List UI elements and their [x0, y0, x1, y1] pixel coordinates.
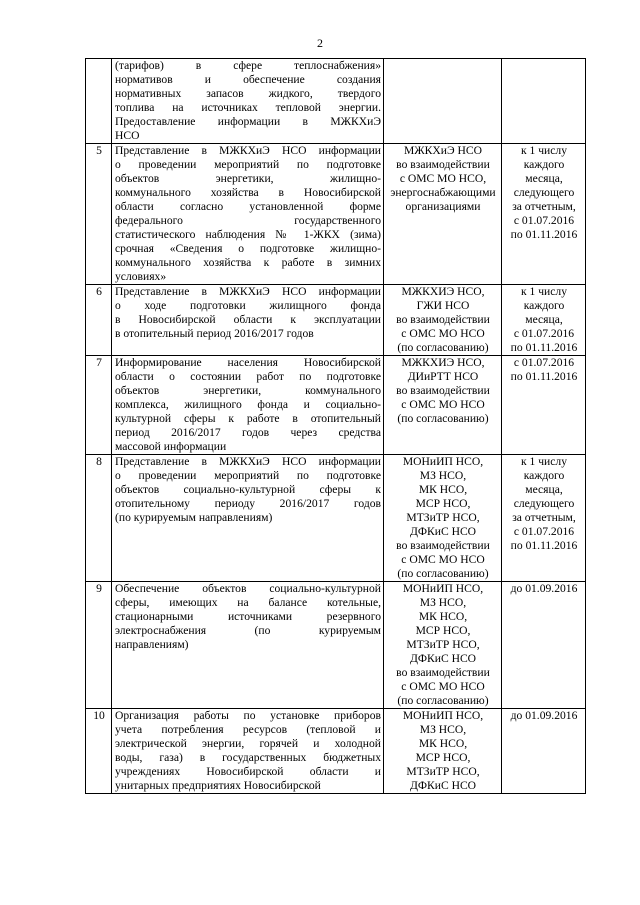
row-number-cell: 10 [86, 709, 112, 794]
deadline-cell [502, 709, 586, 794]
executor-line: МОНиИП НСО, [402, 709, 484, 722]
deadline-line: каждого [523, 158, 565, 171]
measures-table [85, 58, 586, 794]
executor-line: энергоснабжающими [390, 186, 496, 199]
deadline-line: следующего [513, 497, 575, 510]
executor-line: (по согласованию) [397, 341, 489, 354]
table-row [86, 709, 586, 794]
executor-line: с ОМС МО НСО [401, 553, 485, 566]
measure-description-line: области о состоянии работ по подготовке [115, 370, 381, 383]
measure-description-line: электрической энергии, горячей и холодной [115, 737, 381, 750]
deadline-line: за отчетным, [512, 200, 576, 213]
executor-line: МК НСО, [418, 483, 468, 496]
measure-description-cell [112, 59, 384, 144]
measure-description-line: культурной сферы к работе в отопительный [115, 412, 381, 425]
measure-description-line: Организация работы по установке приборов [115, 709, 381, 722]
deadline-line: к 1 числу [521, 144, 567, 157]
measure-description-line: унитарных предприятиях Новосибирской [115, 779, 321, 792]
executor-line: во взаимодействии [396, 313, 490, 326]
executor-line: во взаимодействии [396, 539, 490, 552]
measure-description-line: НСО [115, 129, 140, 142]
deadline-line: месяца, [525, 313, 563, 326]
executor-cell [384, 144, 502, 285]
measures-table-body [86, 59, 586, 794]
measure-description-line: срочная «Сведения о подготовке жилищно- [115, 242, 381, 255]
measure-description-line: объектов энергетики, жилищно- [115, 172, 381, 185]
measure-description-cell [112, 144, 384, 285]
executor-cell [384, 59, 502, 144]
page-number: 2 [317, 36, 323, 50]
deadline-line: каждого [523, 299, 565, 312]
executor-line: ДИиРТТ НСО [407, 370, 479, 383]
executor-line: с ОМС МО НСО [401, 398, 485, 411]
deadline-line: с 01.07.2016 [513, 356, 575, 369]
executor-line: МСР НСО, [415, 624, 471, 637]
table-row [86, 144, 586, 285]
measure-description-line: о проведении мероприятий по подготовке [115, 158, 381, 171]
row-number-cell: 5 [86, 144, 112, 285]
measure-description-line: федерального государственного [115, 214, 381, 227]
table-row [86, 582, 586, 709]
deadline-line: до 01.09.2016 [510, 582, 578, 595]
executor-line: ДФКиС НСО [409, 652, 477, 665]
executor-cell [384, 356, 502, 455]
executor-line: МСР НСО, [415, 751, 471, 764]
measure-description-line: Обеспечение объектов социально-культурной [115, 582, 381, 595]
deadline-line: к 1 числу [521, 455, 567, 468]
measure-description-line: период 2016/2017 годов через средства [115, 426, 381, 439]
table-row [86, 455, 586, 582]
measure-description-line: коммунального хозяйства к работе в зимних [115, 256, 381, 269]
executor-line: МК НСО, [418, 737, 468, 750]
measure-description-line: отопительному периоду 2016/2017 годов [115, 497, 381, 510]
deadline-cell [502, 356, 586, 455]
measure-description-line: объектов социально-культурной сферы к [115, 483, 381, 496]
executor-line: МТЗиТР НСО, [406, 511, 480, 524]
measure-description-cell [112, 582, 384, 709]
executor-line: МК НСО, [418, 610, 468, 623]
executor-line: с ОМС МО НСО, [399, 172, 487, 185]
executor-line: (по согласованию) [397, 567, 489, 580]
deadline-line: за отчетным, [512, 511, 576, 524]
executor-line: МТЗиТР НСО, [406, 765, 480, 778]
measure-description-line: (по курируемым направлениям) [115, 511, 273, 524]
row-number-cell: 7 [86, 356, 112, 455]
executor-line: МЗ НСО, [419, 469, 467, 482]
measure-description-line: статистического наблюдения № 1-ЖКХ (зима) [115, 228, 381, 241]
measure-description-line: учета потребления ресурсов (тепловой и [115, 723, 381, 736]
measure-description-line: направлениям) [115, 638, 189, 651]
deadline-line: по 01.11.2016 [510, 228, 578, 241]
measure-description-line: о проведении мероприятий по подготовке [115, 469, 381, 482]
deadline-line: по 01.11.2016 [510, 370, 578, 383]
measure-description-line: в Новосибирской области к эксплуатации [115, 313, 381, 326]
deadline-line: до 01.09.2016 [510, 709, 578, 722]
measure-description-line: о ходе подготовки жилищного фонда [115, 299, 381, 312]
measure-description-line: Представление в МЖКХиЭ НСО информации [115, 455, 381, 468]
executor-line: МОНиИП НСО, [402, 455, 484, 468]
executor-cell [384, 582, 502, 709]
executor-line: МСР НСО, [415, 497, 471, 510]
measure-description-line: Представление в МЖКХиЭ НСО информации [115, 144, 381, 157]
executor-line: МЗ НСО, [419, 596, 467, 609]
deadline-cell [502, 285, 586, 356]
deadline-line: следующего [513, 186, 575, 199]
deadline-line: месяца, [525, 483, 563, 496]
measure-description-line: воды, газа) в государственных бюджетных [115, 751, 381, 764]
executor-line: МТЗиТР НСО, [406, 638, 480, 651]
measure-description-cell [112, 285, 384, 356]
executor-cell [384, 285, 502, 356]
deadline-line: по 01.11.2016 [510, 539, 578, 552]
deadline-cell [502, 582, 586, 709]
measure-description-cell [112, 709, 384, 794]
measure-description-line: сферы, имеющих на балансе котельные, [115, 596, 381, 609]
row-number-cell: 8 [86, 455, 112, 582]
table-row [86, 285, 586, 356]
deadline-cell [502, 59, 586, 144]
executor-line: ГЖИ НСО [416, 299, 470, 312]
measure-description-line: объектов энергетики, коммунального [115, 384, 381, 397]
deadline-line: с 01.07.2016 [513, 214, 575, 227]
measure-description-line: комплекса, жилищного фонда и социально- [115, 398, 381, 411]
measure-description-line: коммунального хозяйства в Новосибирской [115, 186, 381, 199]
executor-line: МЗ НСО, [419, 723, 467, 736]
row-number-cell: 9 [86, 582, 112, 709]
deadline-line: с 01.07.2016 [513, 525, 575, 538]
executor-line: ДФКиС НСО [409, 525, 477, 538]
executor-cell [384, 709, 502, 794]
executor-line: организациями [405, 200, 481, 213]
deadline-line: по 01.11.2016 [510, 341, 578, 354]
executor-line: МЖКХИЭ НСО, [401, 285, 485, 298]
deadline-cell [502, 144, 586, 285]
measure-description-line: условиях» [115, 270, 167, 283]
measure-description-line: нормативов и обеспечение создания [115, 73, 381, 86]
measure-description-line: (тарифов) в сфере теплоснабжения» [115, 59, 381, 72]
executor-line: с ОМС МО НСО [401, 680, 485, 693]
executor-line: ДФКиС НСО [409, 779, 477, 792]
measure-description-line: области согласно установленной форме [115, 200, 381, 213]
table-row [86, 356, 586, 455]
executor-line: (по согласованию) [397, 412, 489, 425]
table-row [86, 59, 586, 144]
executor-line: МЖКХИЭ НСО, [401, 356, 485, 369]
row-number-cell [86, 59, 112, 144]
executor-line: (по согласованию) [397, 694, 489, 707]
row-number-cell: 6 [86, 285, 112, 356]
measure-description-line: Информирование населения Новосибирской [115, 356, 381, 369]
measure-description-line: Представление в МЖКХиЭ НСО информации [115, 285, 381, 298]
measure-description-line: стационарными источниками резервного [115, 610, 381, 623]
measure-description-line: в отопительный период 2016/2017 годов [115, 327, 314, 340]
executor-line: во взаимодействии [396, 666, 490, 679]
measure-description-line: электроснабжения (по курируемым [115, 624, 381, 637]
measure-description-line: учреждениях Новосибирской области и [115, 765, 381, 778]
measure-description-cell [112, 356, 384, 455]
deadline-cell [502, 455, 586, 582]
executor-line: во взаимодействии [396, 158, 490, 171]
measure-description-line: нормативных запасов жидкого, твердого [115, 87, 381, 100]
measure-description-line: Предоставление информации в МЖКХиЭ [115, 115, 381, 128]
measure-description-line: топлива на источниках тепловой энергии. [115, 101, 381, 114]
measure-description-line: массовой информации [115, 440, 227, 453]
deadline-line: с 01.07.2016 [513, 327, 575, 340]
executor-cell [384, 455, 502, 582]
measure-description-cell [112, 455, 384, 582]
executor-line: с ОМС МО НСО [401, 327, 485, 340]
executor-line: МОНиИП НСО, [402, 582, 484, 595]
deadline-line: каждого [523, 469, 565, 482]
deadline-line: месяца, [525, 172, 563, 185]
executor-line: МЖКХиЭ НСО [403, 144, 483, 157]
executor-line: во взаимодействии [396, 384, 490, 397]
deadline-line: к 1 числу [521, 285, 567, 298]
